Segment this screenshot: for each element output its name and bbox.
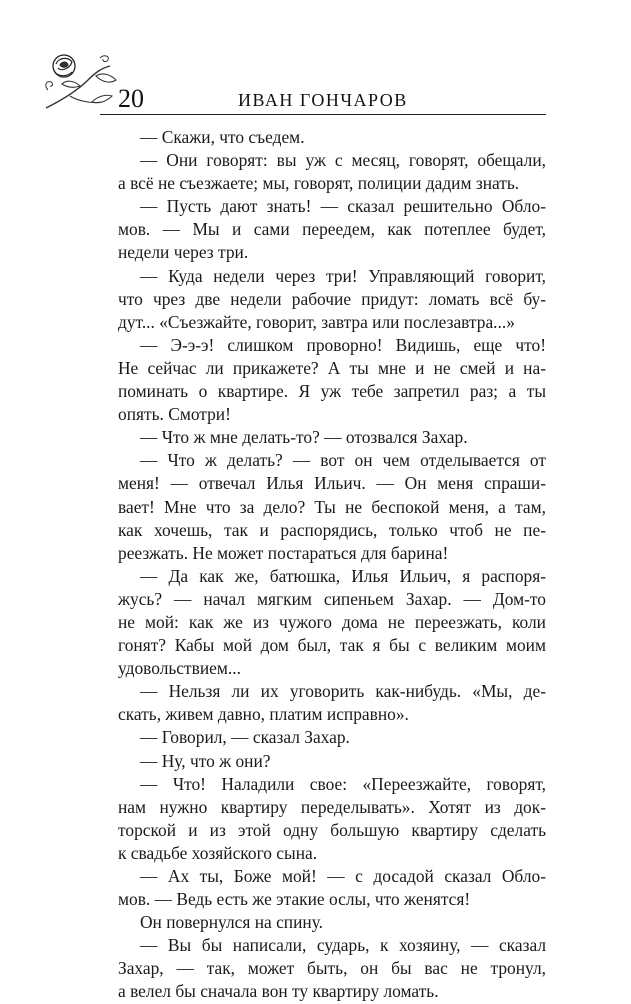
text-line: — Ах ты, Боже мой! — с досадой сказал Обло- <box>140 866 546 886</box>
text-line: что чрез две недели рабочие придут: ломать всё бу- <box>118 288 546 309</box>
text-line: а всё не съезжаете; мы, говорят, полиции дадим знать. <box>118 173 520 194</box>
text-line: — Что ж мне делать-то? — отозвался Захар. <box>140 427 468 448</box>
running-head: ИВАН ГОНЧАРОВ <box>238 90 408 110</box>
text-line: как хочешь, так и распорядись, только чтоб не пе- <box>118 519 546 540</box>
text-line: Он повернулся на спину. <box>140 912 324 933</box>
text-line: скать, живем давно, платим исправно». <box>118 704 409 725</box>
text-line: мов. — Ведь есть же этакие ослы, что женятся! <box>118 889 471 910</box>
text-line: — Что ж делать? — вот он чем отделывается от <box>140 450 546 471</box>
text-line: не мой: как же из чужого дома не переезжать, коли <box>118 611 546 632</box>
rose-icon <box>40 50 120 112</box>
page-number: 20 <box>118 84 144 113</box>
text-line: поминать о квартире. Я уж тебе запретил раз; а ты <box>118 381 546 402</box>
text-line: Захар, — так, может быть, он бы вас не тронул, <box>118 958 546 979</box>
text-line: — Что! Наладили свое: «Переезжайте, говорят, <box>140 773 546 794</box>
text-line: дут... «Съезжайте, говорит, завтра или послезавтра...» <box>118 311 515 332</box>
text-line: удовольствием... <box>118 658 241 679</box>
text-line: — Вы бы написали, сударь, к хозяину, — сказал <box>140 935 546 956</box>
text-line: меня! — отвечал Илья Ильич. — Он меня спраши- <box>118 473 546 494</box>
text-line: — Говорил, — сказал Захар. <box>140 727 350 748</box>
body-text <box>118 126 546 1004</box>
text-line: опять. Смотри! <box>118 404 231 425</box>
text-line: мов. — Мы и сами переедем, как потеплее будет, <box>118 219 546 240</box>
text-line: гонят? Кабы мой дом был, так я бы с великим моим <box>118 635 546 656</box>
text-line: вает! Мне что за дело? Ты не беспокой меня, а там, <box>118 496 546 517</box>
text-line: к свадьбе хозяйского сына. <box>118 842 318 863</box>
text-line: недели через три. <box>118 242 249 263</box>
page-header <box>118 84 546 114</box>
text-line: — Куда недели через три! Управляющий говорит, <box>140 265 546 286</box>
header-rule <box>100 114 546 115</box>
text-line: а велел бы сначала вон ту квартиру ломать. <box>118 981 439 1002</box>
text-line: жусь? — начал мягким сипеньем Захар. — Дом-то <box>118 588 546 609</box>
text-line: — Они говорят: вы уж с месяц, говорят, обещали, <box>140 150 546 171</box>
text-line: Не сейчас ли прикажете? А ты мне и не смей и на- <box>118 357 546 378</box>
text-line: — Нельзя ли их уговорить как-нибудь. «Мы, де- <box>140 681 546 702</box>
text-line: торской и из этой одну большую квартиру сделать <box>118 819 546 840</box>
text-line: реезжать. Не может постараться для барина! <box>118 542 449 563</box>
text-line: — Ну, что ж они? <box>140 750 271 771</box>
text-line: нам нужно квартиру переделывать». Хотят из док- <box>118 796 546 817</box>
text-line: — Пусть дают знать! — сказал решительно Обло- <box>140 196 546 217</box>
text-line: — Скажи, что съедем. <box>140 127 305 147</box>
text-line: — Э-э-э! слишком проворно! Видишь, еще что! <box>140 334 546 355</box>
text-line: — Да как же, батюшка, Илья Ильич, я распоря- <box>140 565 546 586</box>
